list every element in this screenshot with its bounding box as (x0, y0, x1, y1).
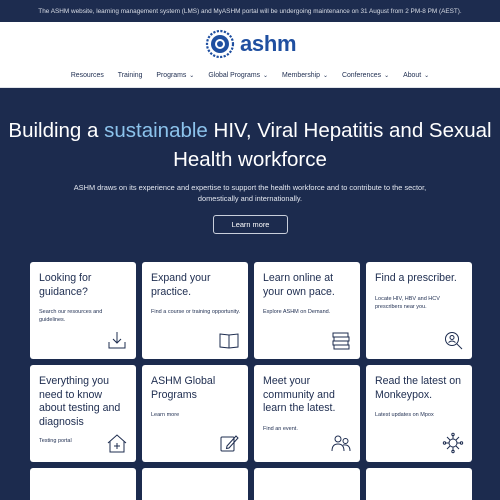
card-row3-3[interactable] (254, 468, 360, 500)
download-icon (106, 329, 128, 351)
open-book-icon (218, 329, 240, 351)
chevron-down-icon: ⌄ (424, 72, 430, 79)
virus-icon (442, 432, 464, 454)
site-logo[interactable] (204, 26, 296, 62)
card-title: Everything you need to know about testing and diagnosis (39, 375, 121, 428)
hero-title-accent: sustainable (104, 119, 208, 142)
nav-divider (0, 87, 500, 88)
card-title: Looking for guidance? (39, 272, 92, 298)
card-title: Learn online at your own pace. (263, 272, 335, 298)
card-title: ASHM Global Programs (151, 375, 216, 401)
edit-icon (218, 432, 240, 454)
nav-item-global-programs[interactable] (201, 72, 275, 79)
nav-label: Membership (282, 71, 320, 79)
chevron-down-icon: ⌄ (189, 72, 195, 79)
logo-text: ashm (240, 31, 297, 56)
nav-item-training[interactable] (111, 72, 150, 79)
search-person-icon (442, 329, 464, 351)
nav-item-about[interactable] (396, 72, 436, 79)
card-testing-diagnosis[interactable] (30, 365, 136, 462)
card-monkeypox[interactable] (366, 365, 472, 462)
nav-label: Training (117, 71, 143, 79)
hero-subtitle: ASHM draws on its experience and expertise to support the health workforce and to contribute to the sector, domestically and internationally. (73, 183, 427, 203)
nav-label: Conferences (342, 71, 382, 79)
medical-house-icon (106, 432, 128, 454)
learn-more-button[interactable]: Learn more (213, 215, 288, 234)
main-nav (0, 64, 500, 86)
nav-item-resources[interactable] (64, 72, 111, 79)
card-title: Meet your community and learn the latest. (263, 375, 336, 415)
card-global-programs[interactable] (142, 365, 248, 462)
chevron-down-icon: ⌄ (263, 72, 269, 79)
card-looking-for-guidance[interactable] (30, 262, 136, 359)
nav-label: Global Programs (208, 71, 261, 79)
hero-title-post: HIV, Viral Hepatitis and Sexual Health workforce (173, 119, 492, 171)
book-stack-icon (330, 329, 352, 351)
card-title: Read the latest on Monkeypox. (375, 375, 461, 401)
hero-title (0, 116, 500, 174)
card-row3-2[interactable] (142, 468, 248, 500)
chevron-down-icon: ⌄ (384, 72, 390, 79)
card-desc: Find a course or training opportunity. (151, 309, 241, 315)
nav-item-conferences[interactable] (335, 72, 396, 79)
card-learn-online[interactable] (254, 262, 360, 359)
chevron-down-icon: ⌄ (322, 72, 328, 79)
ashm-logo-icon (204, 28, 236, 60)
card-desc: Learn more (151, 412, 180, 418)
hero-title-pre: Building a (8, 119, 105, 142)
card-title: Expand your practice. (151, 272, 211, 298)
card-title: Find a prescriber. (375, 272, 457, 284)
nav-item-programs[interactable] (149, 72, 201, 79)
site-header (0, 22, 500, 88)
card-desc: Search our resources and guidelines. (39, 309, 103, 323)
people-icon (330, 432, 352, 454)
nav-label: About (403, 71, 422, 79)
card-expand-practice[interactable] (142, 262, 248, 359)
card-row3-1[interactable] (30, 468, 136, 500)
nav-label: Resources (70, 71, 104, 79)
card-row3-4[interactable] (366, 468, 472, 500)
card-desc: Explore ASHM on Demand. (263, 309, 331, 315)
card-desc: Testing portal (39, 438, 72, 444)
banner-text: The ASHM website, learning management system (LMS) and MyASHM portal will be undergoing maintenance on 31 August from 2 PM-8 PM (AEST). (38, 7, 462, 15)
card-desc: Latest updates on Mpox (375, 412, 434, 418)
card-desc: Find an event. (263, 426, 298, 432)
card-meet-community[interactable] (254, 365, 360, 462)
card-find-prescriber[interactable] (366, 262, 472, 359)
nav-label: Programs (156, 71, 187, 79)
maintenance-banner (0, 0, 500, 22)
card-desc: Locate HIV, HBV and HCV prescribers near you. (375, 296, 440, 310)
nav-item-membership[interactable] (275, 72, 335, 79)
